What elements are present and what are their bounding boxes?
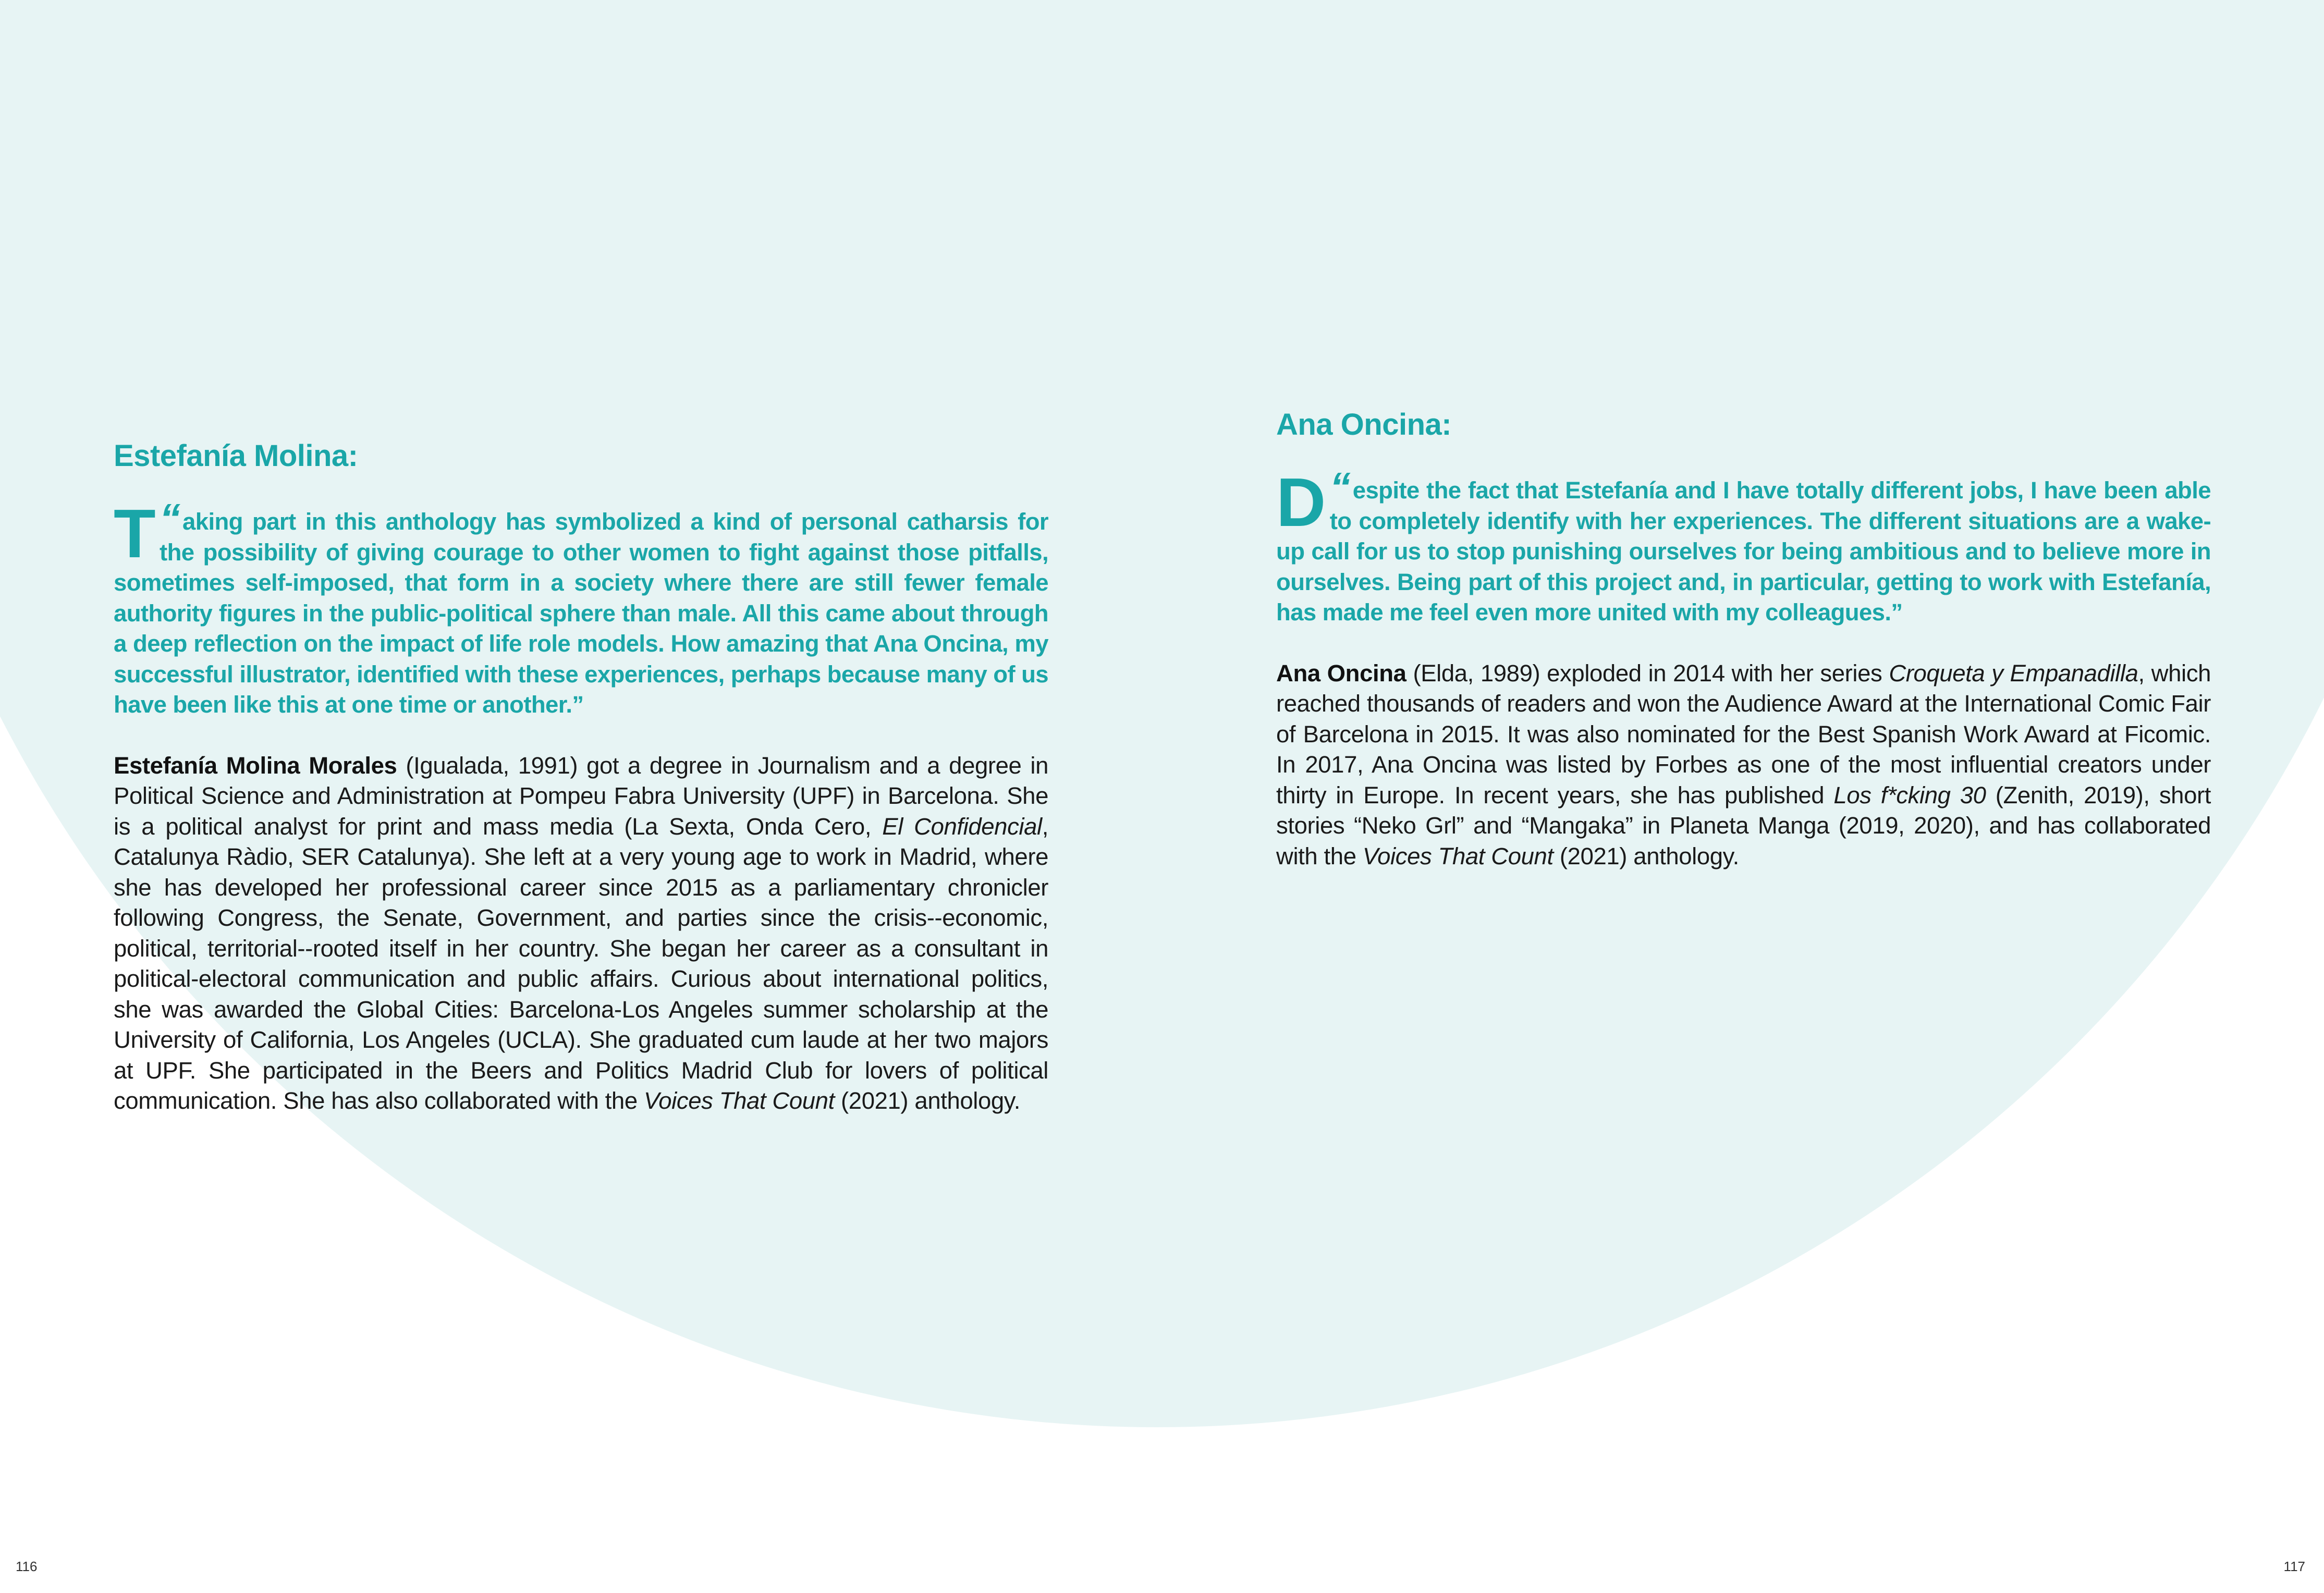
right-bio-name: Ana Oncina <box>1276 659 1406 687</box>
right-bio <box>1276 658 2211 872</box>
right-bio-italic2: Los f*cking 30 <box>1833 781 1986 808</box>
right-bio-part1: (Elda, 1989) exploded in 2014 with her series <box>1406 659 1889 687</box>
right-bio-part4: (2021) anthology. <box>1553 842 1739 869</box>
left-bio-name: Estefanía Molina Morales <box>114 752 397 779</box>
left-bio-part1: (Igualada, 1991) got a degree in Journalism and a degree in Political Science and Administration at Pompeu Fabra University (UPF) in Barcelona. She is a political analyst for print and mass media (La Sexta, Onda Cero, <box>114 752 1049 840</box>
right-quote-text: espite the fact that Estefanía and I have totally different jobs, I have been able to completely identify with her experiences. The different situations are a wake-up call for us to stop punishing ourselves for being ambitious and to believe more in ourselves. Being part of this project and, in particular, getting to work with Estefanía, has made me feel even more united with my colleagues.” <box>1276 477 2211 626</box>
left-quote <box>114 495 1048 720</box>
left-bio-italic2: Voices That Count <box>643 1087 835 1114</box>
left-quote-text: aking part in this anthology has symbolized a kind of personal catharsis for the possibility of giving courage to other women to fight against those pitfalls, sometimes self-imposed, that form in a society where there are still fewer female authority figures in the public-political sphere than male. All this came about through a deep reflection on the impact of life role models. How amazing that Ana Oncina, my successful illustrator, identified with these experiences, perhaps because many of us have been like this at one time or another.” <box>114 508 1048 718</box>
right-heading: Ana Oncina: <box>1276 408 1452 442</box>
left-quote-dropcap: T <box>114 495 156 572</box>
page-number-right: 117 <box>2283 1559 2305 1574</box>
page-number-left: 116 <box>16 1559 38 1574</box>
right-bio-italic3: Voices That Count <box>1362 842 1554 869</box>
left-bio-part2: , Catalunya Ràdio, SER Catalunya). She left at a very young age to work in Madrid, where she has developed her professional career since 2015 as a parliamentary chronicler following Congress, the Senate, Government, and parties since the crisis--economic, political, territorial--rooted itself in her country. She began her career as a consultant in political-electoral communication and public affairs. Curious about international politics, she was awarded the Global Cities: Barcelona-Los Angeles summer scholarship at the University of California, Los Angeles (UCLA). She graduated cum laude at her two majors at UPF. She participated in the Beers and Politics Madrid Club for lovers of political communication. She has also collaborated with the <box>114 813 1048 1114</box>
left-quote-mark: “ <box>160 495 178 542</box>
right-quote-mark: “ <box>1329 464 1348 510</box>
right-quote <box>1276 464 2211 628</box>
left-bio-part3: (2021) anthology. <box>834 1087 1021 1114</box>
left-bio-italic1: El Confidencial <box>882 813 1042 840</box>
left-column <box>114 438 1048 1117</box>
right-bio-italic1: Croqueta y Empanadilla <box>1889 659 2138 687</box>
left-heading: Estefanía Molina: <box>114 439 358 473</box>
right-bio-part2: , which reached thousands of readers and won the Audience Award at the International Comic Fair of Barcelona in 2015. It was also nominated for the Best Spanish Work Award at Ficomic. In 2017, Ana Oncina was listed by Forbes as one of the most influential creators under thirty in Europe. In recent years, she has published <box>1276 659 2211 808</box>
right-bio-part3: (Zenith, 2019), short stories “Neko Grl” and “Mangaka” in Planeta Manga (2019, 2020), and has collaborated with the <box>1276 781 2211 869</box>
right-quote-dropcap: D <box>1276 464 1326 541</box>
right-column <box>1276 407 2211 872</box>
left-bio <box>114 751 1048 1117</box>
